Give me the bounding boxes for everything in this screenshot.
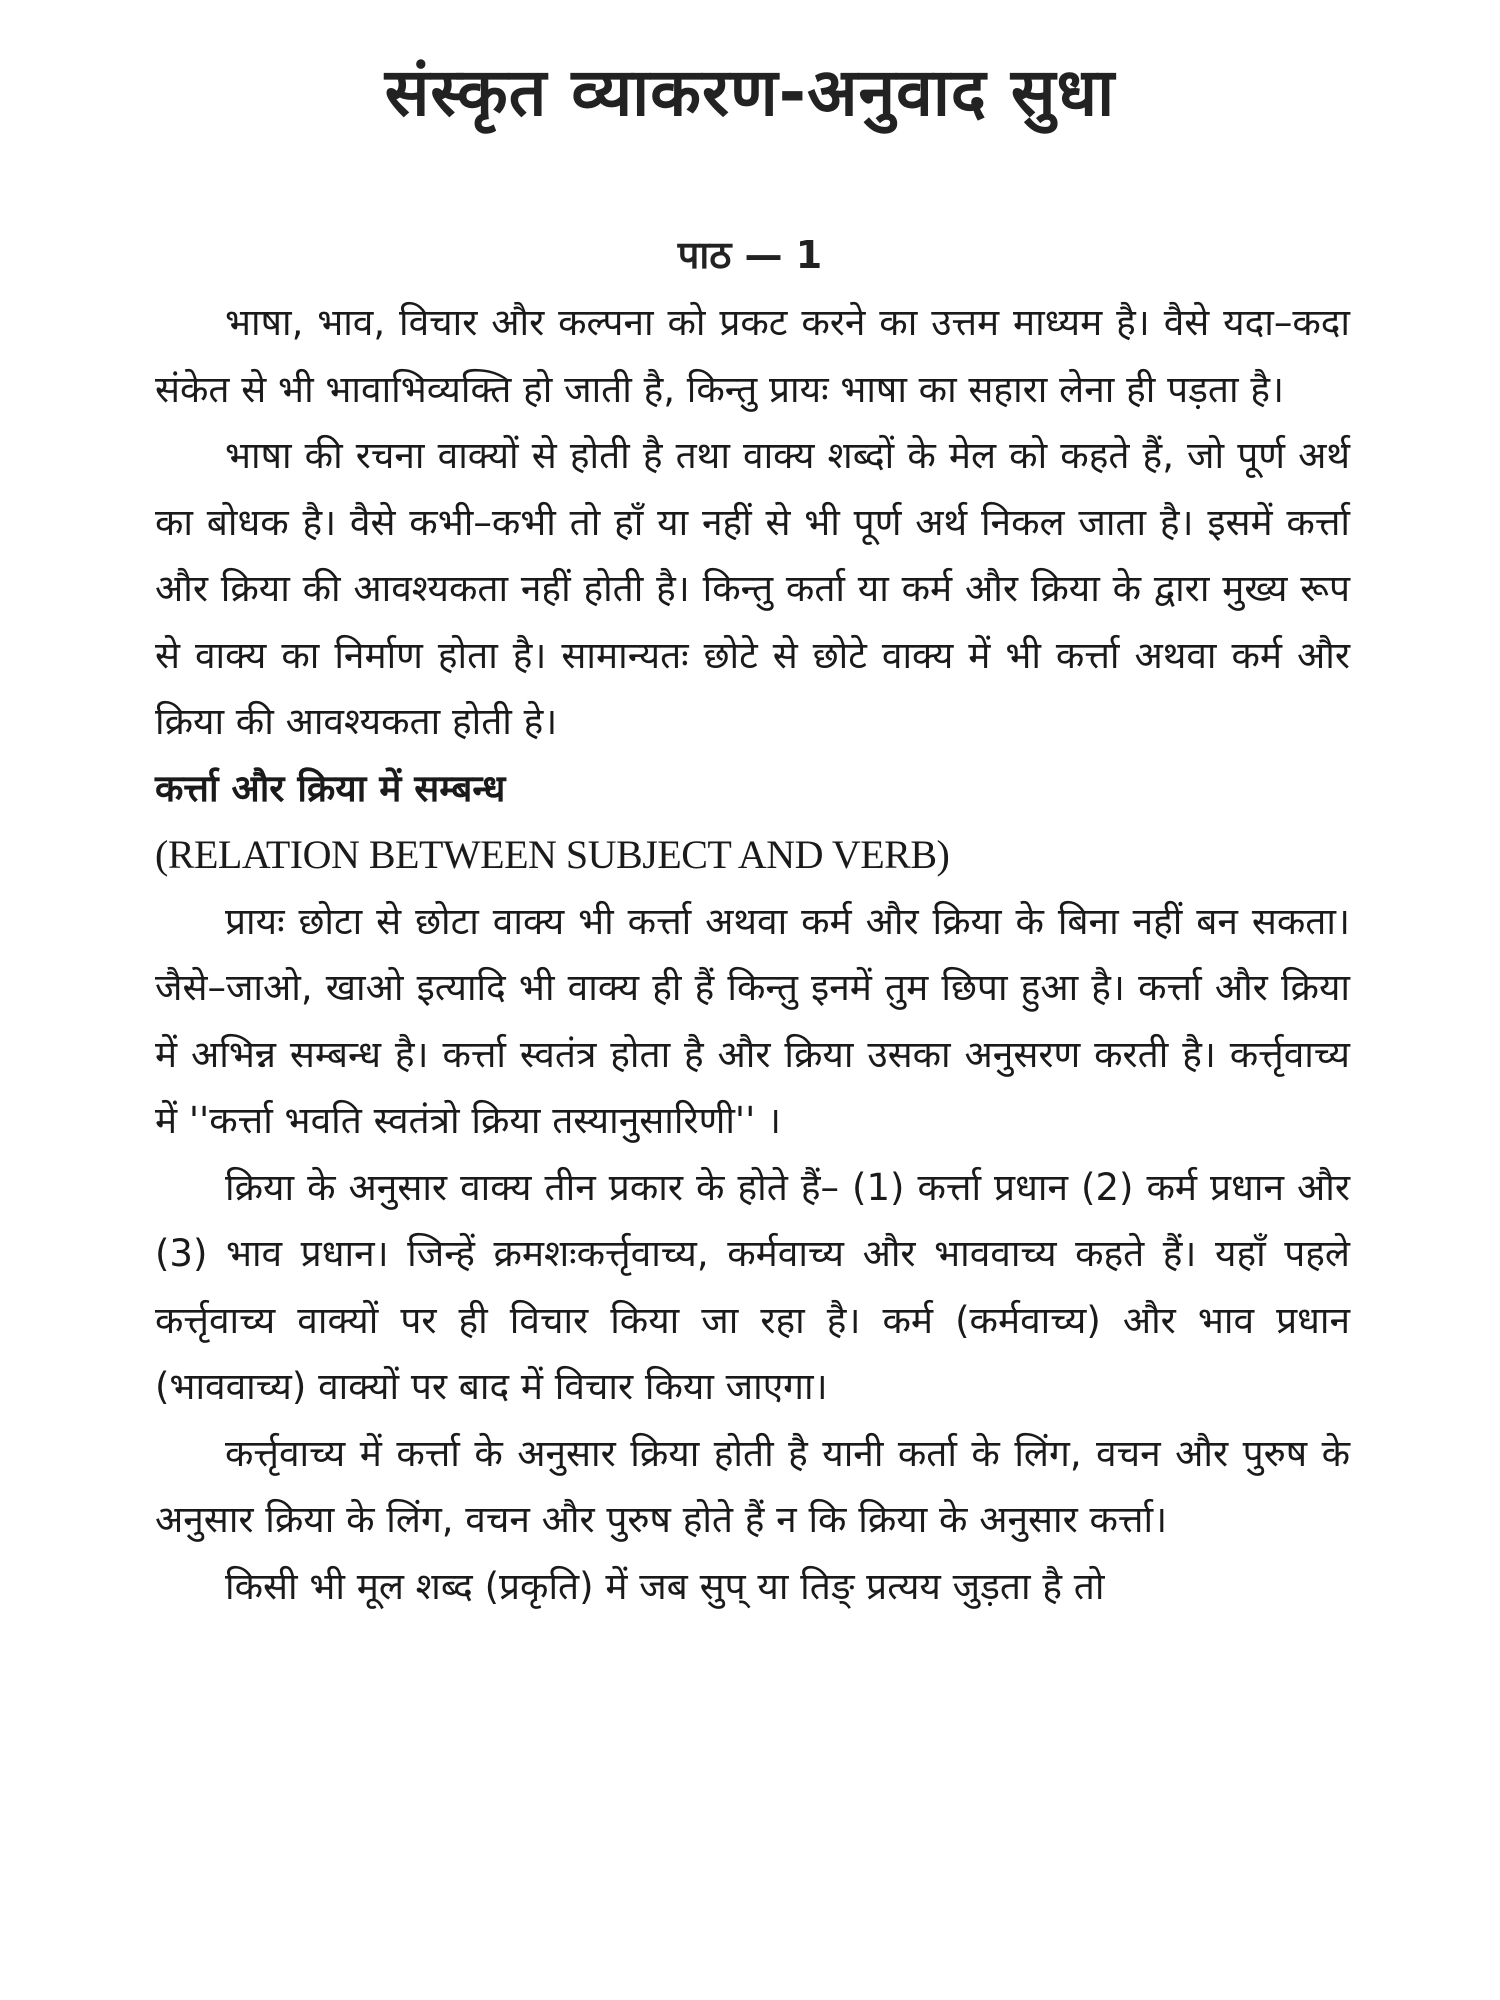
intro-paragraph-2: भाषा की रचना वाक्यों से होती है तथा वाक्य शब्दों के मेल को कहते हैं, जो पूर्ण अर्थ का बोधक है। वैसे कभी–कभी तो हाँ या नहीं से भी पूर्ण अर्थ निकल जाता है। इसमें कर्त्ता और क्रिया की आवश्यकता नहीं होती है। किन्तु कर्ता या कर्म और क्रिया के द्वारा मुख्य रूप से वाक्य का निर्माण होता है। सामान्यतः छोटे से छोटे वाक्य में भी कर्त्ता अथवा कर्म और क्रिया की आवश्यकता होती हे। [155,434,1350,743]
section-paragraph-2: क्रिया के अनुसार वाक्य तीन प्रकार के होते हैं– (1) कर्त्ता प्रधान (2) कर्म प्रधान और (3) भाव प्रधान। जिन्हें क्रमशःकर्त्तृवाच्य, कर्मवाच्य और भाववाच्य कहते हैं। यहाँ पहले कर्त्तृवाच्य वाक्यों पर ही विचार किया जा रहा है। कर्म (कर्मवाच्य) और भाव प्रधान (भाववाच्य) वाक्यों पर बाद में विचार किया जाएगा। [155,1165,1350,1408]
body-text [155,290,1350,1620]
section-heading-hindi: कर्त्ता और क्रिया में सम्बन्ध [155,766,506,810]
section-heading-english: (RELATION BETWEEN SUBJECT AND VERB) [155,832,950,877]
section-paragraph-3: कर्त्तृवाच्य में कर्त्ता के अनुसार क्रिया होती है यानी कर्ता के लिंग, वचन और पुरुष के अनुसार क्रिया के लिंग, वचन और पुरुष होते हैं न कि क्रिया के अनुसार कर्त्ता। [155,1431,1350,1541]
section-paragraph-4: किसी भी मूल शब्द (प्रकृति) में जब सुप् या तिङ् प्रत्यय जुड़ता है तो [225,1564,1105,1608]
section-paragraph-1: प्रायः छोटा से छोटा वाक्य भी कर्त्ता अथवा कर्म और क्रिया के बिना नहीं बन सकता। जैसे–जाओ, खाओ इत्यादि भी वाक्य ही हैं किन्तु इनमें तुम छिपा हुआ है। कर्त्ता और क्रिया में अभिन्न सम्बन्ध है। कर्त्ता स्वतंत्र होता है और क्रिया उसका अनुसरण करती है। कर्त्तृवाच्य में ''कर्त्ता भवति स्वतंत्रो क्रिया तस्यानुसारिणी'' । [155,899,1350,1142]
lesson-heading: पाठ — 1 [677,233,823,277]
book-title: संस्कृत व्याकरण-अनुवाद सुधा [384,54,1116,131]
intro-paragraph-1: भाषा, भाव, विचार और कल्पना को प्रकट करने का उत्तम माध्यम है। वैसे यदा–कदा संकेत से भी भावाभिव्यक्ति हो जाती है, किन्तु प्रायः भाषा का सहारा लेना ही पड़ता है। [155,301,1350,411]
